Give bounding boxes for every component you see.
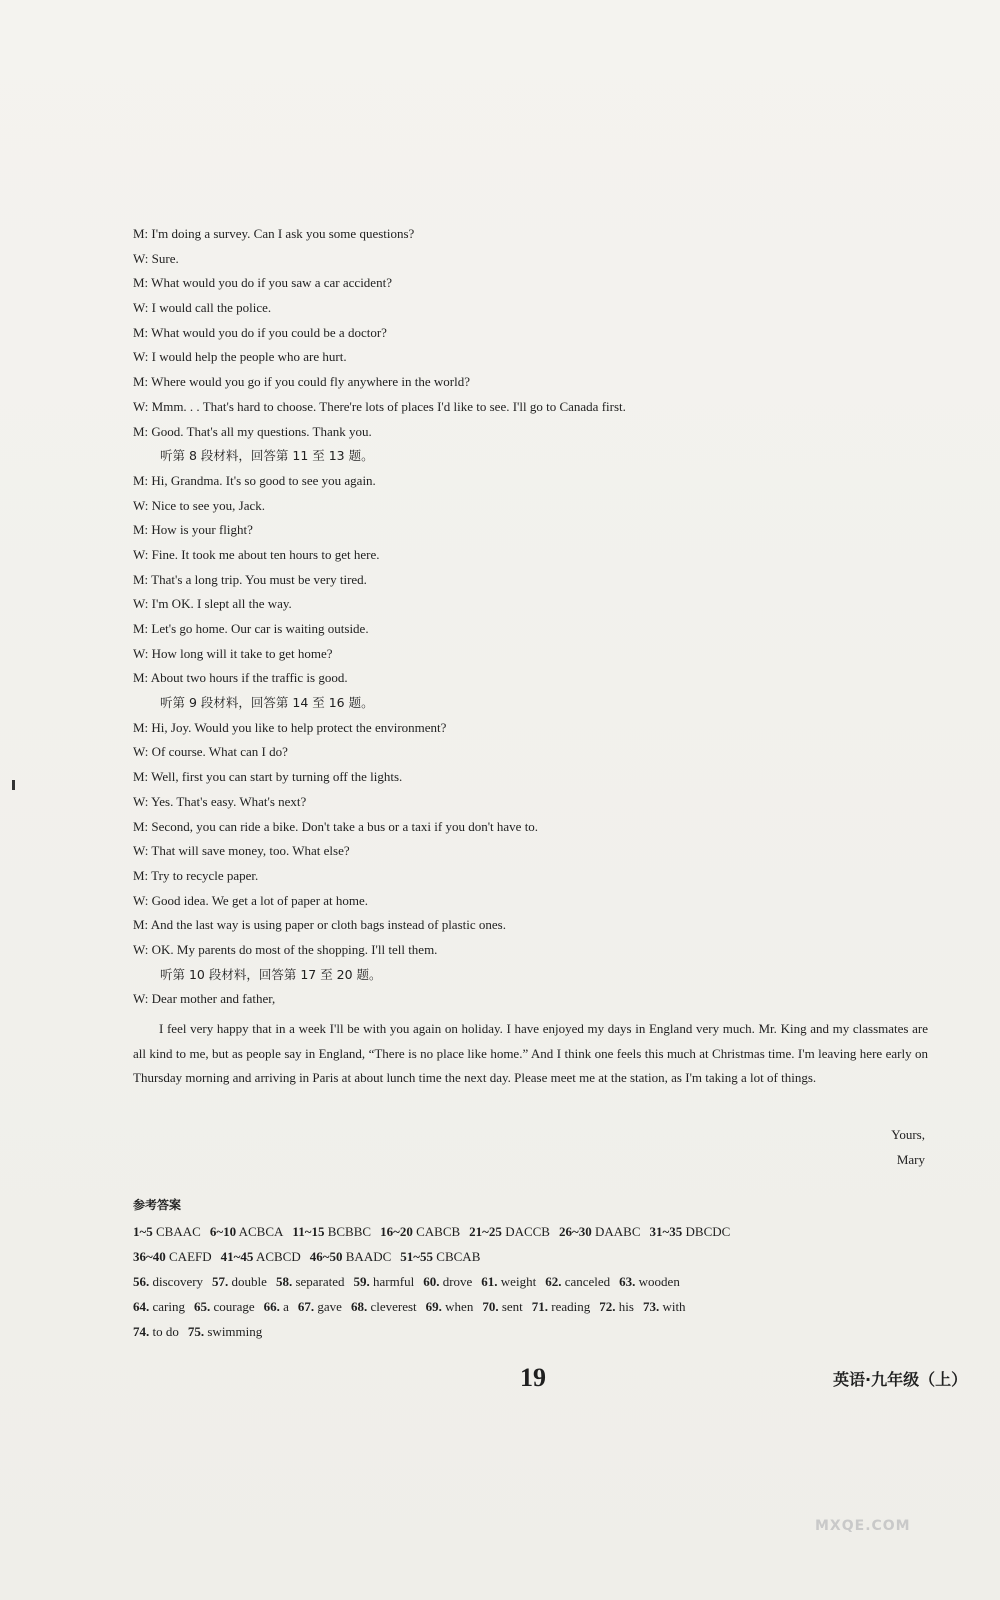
answer-value: to do <box>152 1324 179 1339</box>
answer-value: BAADC <box>345 1249 392 1264</box>
dialogue-line: W: Sure. <box>133 250 179 266</box>
answer-number: 57. <box>212 1274 229 1289</box>
dialogue-line: W: Good idea. We get a lot of paper at home. <box>133 892 369 908</box>
answer-number: 62. <box>545 1274 562 1289</box>
answer-value: wooden <box>638 1274 680 1289</box>
dialogue-line: W: Yes. That's easy. What's next? <box>133 793 307 809</box>
answer-item <box>619 1274 680 1289</box>
answer-item <box>133 1324 179 1339</box>
answer-row <box>133 1219 913 1244</box>
answer-value: CAEFD <box>169 1249 212 1264</box>
answer-row <box>133 1269 913 1294</box>
answer-value: ACBCA <box>238 1224 284 1239</box>
answer-number: 68. <box>350 1299 368 1314</box>
answer-value: with <box>662 1299 686 1314</box>
answer-item <box>276 1274 345 1289</box>
answer-value: cleverest <box>370 1299 417 1314</box>
dialogue-line: M: What would you do if you saw a car accident? <box>133 275 392 291</box>
dialogue-line: M: Second, you can ride a bike. Don't take a bus or a taxi if you don't have to. <box>133 818 539 834</box>
answer-value: weight <box>500 1274 537 1289</box>
answer-item <box>426 1299 474 1314</box>
answer-number: 56. <box>133 1274 150 1289</box>
answer-key-title: 参考答案 <box>133 1198 182 1212</box>
answer-item <box>545 1274 610 1289</box>
answer-value: double <box>231 1274 267 1289</box>
listening-transcript <box>133 222 933 1012</box>
answer-number: 72. <box>599 1299 616 1314</box>
answer-value: gave <box>317 1299 342 1314</box>
answer-value: caring <box>152 1299 185 1314</box>
answer-number: 74. <box>133 1324 150 1339</box>
answer-item <box>188 1324 262 1339</box>
answer-value: harmful <box>373 1274 415 1289</box>
answer-number: 26~30 <box>558 1224 592 1239</box>
answer-number: 6~10 <box>209 1224 237 1239</box>
answer-item <box>194 1299 255 1314</box>
answer-value: separated <box>295 1274 345 1289</box>
answer-value: courage <box>213 1299 255 1314</box>
answer-item <box>650 1224 731 1239</box>
answer-item <box>221 1249 301 1264</box>
dialogue-line: W: OK. My parents do most of the shopping. I'll tell them. <box>133 941 438 957</box>
book-label: 英语·九年级（上） <box>833 1370 968 1389</box>
dialogue-line: W: I would help the people who are hurt. <box>133 349 347 365</box>
answer-number: 65. <box>193 1299 211 1314</box>
answer-value: DBCDC <box>685 1224 731 1239</box>
dialogue-line: M: Where would you go if you could fly anywhere in the world? <box>133 374 470 390</box>
answer-item <box>298 1299 342 1314</box>
answer-number: 61. <box>481 1274 498 1289</box>
answer-number: 64. <box>133 1299 150 1314</box>
letter-body <box>133 1017 928 1091</box>
answer-value: a <box>283 1299 289 1314</box>
answer-value: discovery <box>152 1274 204 1289</box>
answer-item <box>559 1224 641 1239</box>
dialogue-line: W: How long will it take to get home? <box>133 645 333 661</box>
answer-number: 46~50 <box>309 1249 343 1264</box>
answer-value: DACCB <box>505 1224 550 1239</box>
answer-number: 41~45 <box>220 1249 254 1264</box>
section-cue: 听第 9 段材料，回答第 14 至 16 题。 <box>160 695 374 711</box>
answer-row <box>133 1244 913 1269</box>
answer-item <box>351 1299 417 1314</box>
answer-item <box>133 1249 212 1264</box>
dialogue-line: W: Dear mother and father, <box>133 991 276 1007</box>
answer-item <box>423 1274 472 1289</box>
answer-number: 1~5 <box>133 1224 153 1239</box>
dialogue-line: W: Of course. What can I do? <box>133 744 288 760</box>
answer-number: 60. <box>423 1274 440 1289</box>
answer-number: 51~55 <box>400 1249 434 1264</box>
answer-value: swimming <box>207 1324 263 1339</box>
dialogue-line: M: How is your flight? <box>133 522 253 538</box>
letter-closing: Yours, <box>891 1127 925 1142</box>
answer-item <box>310 1249 392 1264</box>
dialogue-line: M: Try to recycle paper. <box>133 867 259 883</box>
answer-value: sent <box>501 1299 523 1314</box>
dialogue-line: W: Fine. It took me about ten hours to get here. <box>133 546 380 562</box>
answer-number: 63. <box>619 1274 636 1289</box>
answer-value: drove <box>442 1274 473 1289</box>
answer-item <box>532 1299 590 1314</box>
answer-item <box>482 1299 522 1314</box>
dialogue-line: M: Hi, Grandma. It's so good to see you again. <box>133 472 376 488</box>
answer-item <box>599 1299 634 1314</box>
dialogue-line: W: That will save money, too. What else? <box>133 843 350 859</box>
dialogue-line: M: Well, first you can start by turning off the lights. <box>133 769 403 785</box>
answer-key <box>133 1196 913 1344</box>
answer-number: 59. <box>353 1274 370 1289</box>
answer-number: 71. <box>531 1299 549 1314</box>
answer-value: BCBBC <box>327 1224 372 1239</box>
dialogue-line: W: Nice to see you, Jack. <box>133 497 265 513</box>
answer-item <box>643 1299 686 1314</box>
answer-number: 69. <box>425 1299 442 1314</box>
answer-item <box>210 1224 284 1239</box>
dialogue-line: M: Hi, Joy. Would you like to help protect the environment? <box>133 719 447 735</box>
answer-value: when <box>445 1299 474 1314</box>
answer-number: 75. <box>187 1324 205 1339</box>
answer-value: CBAAC <box>156 1224 201 1239</box>
margin-mark <box>12 780 15 790</box>
section-cue: 听第 10 段材料，回答第 17 至 20 题。 <box>160 966 382 982</box>
answer-number: 70. <box>482 1299 499 1314</box>
answer-value: DAABC <box>595 1224 641 1239</box>
answer-item <box>469 1224 550 1239</box>
answer-row <box>133 1294 913 1319</box>
answer-item <box>380 1224 460 1239</box>
answer-number: 67. <box>297 1299 315 1314</box>
answer-value: CABCB <box>416 1224 461 1239</box>
answer-number: 11~15 <box>292 1224 325 1239</box>
answer-number: 31~35 <box>649 1224 683 1239</box>
answer-item <box>133 1274 203 1289</box>
answer-item <box>212 1274 267 1289</box>
section-cue: 听第 8 段材料，回答第 11 至 13 题。 <box>160 448 374 464</box>
answer-value: canceled <box>564 1274 611 1289</box>
dialogue-line: M: About two hours if the traffic is good. <box>133 670 348 686</box>
answer-number: 66. <box>263 1299 280 1314</box>
dialogue-line: M: What would you do if you could be a doctor? <box>133 324 387 340</box>
answer-item <box>481 1274 536 1289</box>
letter-signature: Mary <box>896 1152 925 1167</box>
answer-value: ACBCD <box>255 1249 301 1264</box>
answer-item <box>354 1274 415 1289</box>
page-number: 19 <box>520 1363 546 1392</box>
answer-value: his <box>618 1299 634 1314</box>
dialogue-line: M: Good. That's all my questions. Thank you. <box>133 423 372 439</box>
letter-paragraph: I feel very happy that in a week I'll be with you again on holiday. I have enjoyed my days in England very much. Mr. King and my classmates are all kind to me, but as people say in England, “There is no place like home.” And I think one feels this much at Christmas time. I'm leaving here early on Thursday morning and arriving in Paris at about lunch time the next day. Please meet me at the station, as I'm taking a lot of things. <box>133 1021 928 1086</box>
watermark-logo: MXQE.COM <box>815 1518 911 1534</box>
answer-item <box>133 1299 185 1314</box>
dialogue-line: W: I'm OK. I slept all the way. <box>133 596 292 612</box>
answer-item <box>264 1299 289 1314</box>
answer-number: 73. <box>642 1299 660 1314</box>
answer-value: CBCAB <box>436 1249 481 1264</box>
answer-number: 58. <box>275 1274 293 1289</box>
dialogue-line: W: I would call the police. <box>133 300 272 316</box>
answer-number: 36~40 <box>133 1249 166 1264</box>
dialogue-line: M: I'm doing a survey. Can I ask you some questions? <box>133 226 415 241</box>
answer-item <box>133 1224 201 1239</box>
dialogue-line: W: Mmm. . . That's hard to choose. There're lots of places I'd like to see. I'll go to Canada first. <box>133 398 626 414</box>
dialogue-line: M: Let's go home. Our car is waiting outside. <box>133 621 369 636</box>
answer-row <box>133 1319 913 1344</box>
dialogue-line: M: That's a long trip. You must be very tired. <box>133 571 367 587</box>
dialogue-line: M: And the last way is using paper or cloth bags instead of plastic ones. <box>133 917 506 933</box>
answer-number: 21~25 <box>469 1224 502 1239</box>
answer-number: 16~20 <box>380 1224 413 1239</box>
answer-value: reading <box>551 1299 591 1314</box>
answer-item <box>400 1249 480 1264</box>
answer-item <box>292 1224 371 1239</box>
